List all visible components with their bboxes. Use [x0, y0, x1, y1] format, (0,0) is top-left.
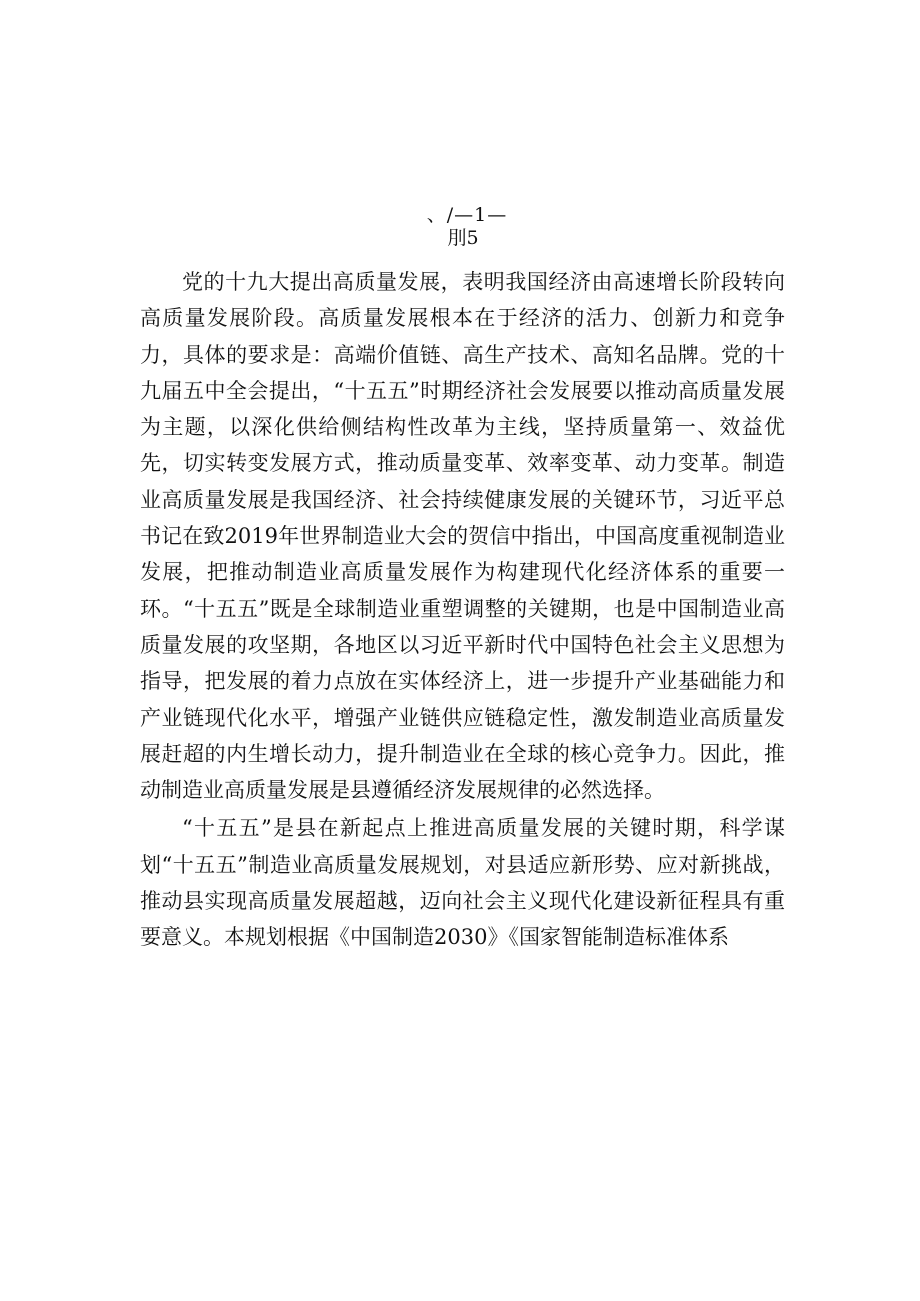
paragraph-1: 党的十九大提出高质量发展，表明我国经济由高速增长阶段转向高质量发展阶段。高质量发展根本在于经济的活力、创新力和竞争力，具体的要求是：高端价值链、高生产技术、高知名品牌。党的十九届五中全会提出，“十五五”时期经济社会发展要以推动高质量发展为主题，以深化供给侧结构性改革为主线，坚持质量第一、效益优先，切实转变发展方式，推动质量变革、效率变革、动力变革。制造业高质量发展是我国经济、社会持续健康发展的关键环节，习近平总书记在致2019年世界制造业大会的贺信中指出，中国高度重视制造业发展，把推动制造业高质量发展作为构建现代化经济体系的重要一环。“十五五”既是全球制造业重塑调整的关键期，也是中国制造业高质量发展的攻坚期，各地区以习近平新时代中国特色社会主义思想为指导，把发展的着力点放在实体经济上，进一步提升产业基础能力和产业链现代化水平，增强产业链供应链稳定性，激发制造业高质量发展赶超的内生增长动力，提升制造业在全球的核心竞争力。因此，推动制造业高质量发展是县遵循经济发展规律的必然选择。 — [140, 270, 785, 803]
page-heading-line2: 刖5 — [447, 227, 479, 249]
body-text — [140, 264, 785, 956]
page-heading-line1: 、/—1— — [426, 204, 508, 226]
paragraph-2: “十五五”是县在新起点上推进高质量发展的关键时期，科学谋划“十五五”制造业高质量发展规划，对县适应新形势、应对新挑战，推动县实现高质量发展超越，迈向社会主义现代化建设新征程具有重要意义。本规划根据《中国制造2030》《国家智能制造标准体系 — [140, 816, 785, 950]
